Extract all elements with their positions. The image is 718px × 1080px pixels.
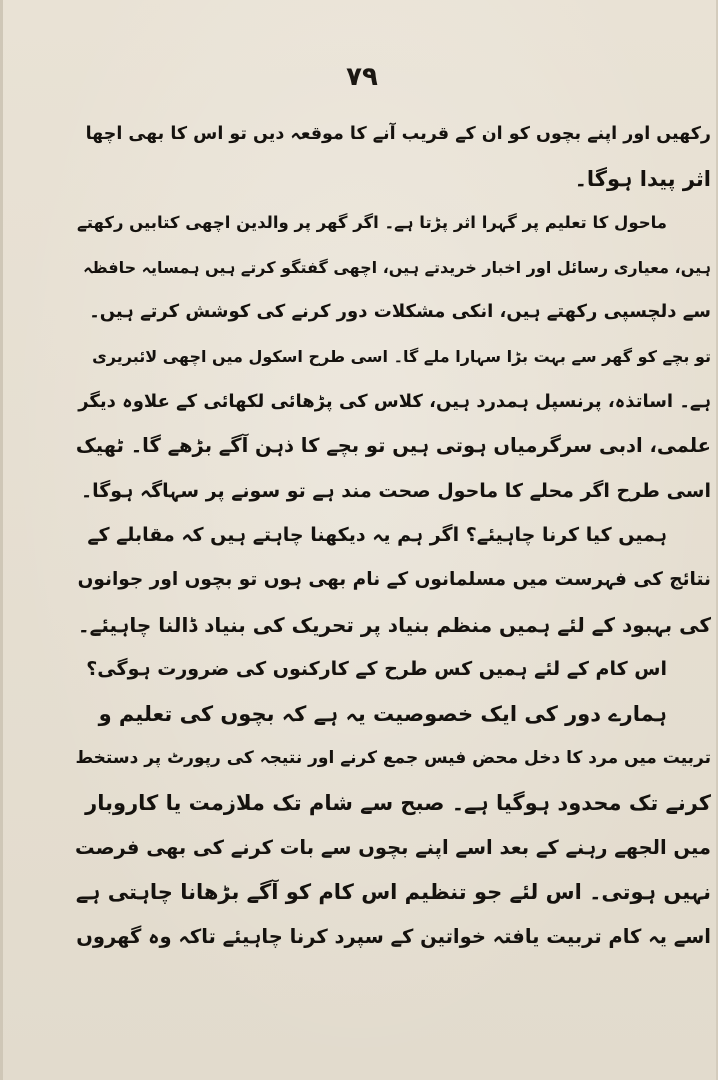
text-line: میں الجھے رہنے کے بعد اسے اپنے بچوں سے بات کرنے کی بھی فرصت (75, 835, 711, 859)
text-line: ماحول کا تعلیم پر گہرا اثر پڑتا ہے۔ اگر گھر پر والدین اچھی کتابیں رکھتے (77, 213, 667, 233)
text-line: ہمارے دور کی ایک خصوصیت یہ ہے کہ بچوں کی تعلیم و (98, 701, 667, 726)
text-line: تربیت میں مرد کا دخل محض فیس جمع کرنے اور نتیجہ کی رپورٹ پر دستخط (75, 748, 711, 769)
text-line: کرنے تک محدود ہوگیا ہے۔ صبح سے شام تک ملازمت یا کاروبار (85, 790, 711, 815)
text-line: کی بہبود کے لئے ہمیں منظم بنیاد پر تحریک کی بنیاد ڈالنا چاہیئے۔ (77, 612, 711, 637)
text-line: رکھیں اور اپنے بچوں کو ان کے قریب آنے کا موقعہ دیں تو اس کا بھی اچھا (85, 124, 711, 144)
text-line: نہیں ہوتی۔ اس لئے جو تنظیم اس کام کو آگے بڑھانا چاہتی ہے (75, 880, 711, 905)
text-line: ہیں، معیاری رسائل اور اخبار خریدتے ہیں، اچھی گفتگو کرتے ہیں ہمسایہ حافظہ (83, 257, 711, 277)
text-line: علمی، ادبی سرگرمیاں ہوتی ہیں تو بچے کا ذہن آگے بڑھے گا۔ ٹھیک (75, 434, 711, 458)
text-line: تو بچے کو گھر سے بہت بڑا سہارا ملے گا۔ اسی طرح اسکول میں اچھی لائبریری (92, 346, 711, 366)
text-line: اسی طرح اگر محلے کا ماحول صحت مند ہے تو سونے پر سہاگہ ہوگا۔ (80, 479, 711, 502)
text-line: اس کام کے لئے ہمیں کس طرح کے کارکنوں کی ضرورت ہوگی؟ (86, 658, 667, 681)
page-body-text (75, 112, 711, 959)
page-number: ۷۹ (346, 62, 378, 92)
text-line: ہے۔ اساتذہ، پرنسپل ہمدرد ہیں، کلاس کی پڑھائی لکھائی کے علاوہ دیگر (78, 390, 711, 412)
text-line: اثر پیدا ہوگا۔ (574, 166, 711, 191)
text-line: نتائج کی فہرست میں مسلمانوں کے نام بھی ہوں تو بچوں اور جوانوں (77, 568, 711, 590)
text-line: ہمیں کیا کرنا چاہیئے؟ اگر ہم یہ دیکھنا چاہتے ہیں کہ مقابلے کے (87, 524, 667, 547)
text-line: اسے یہ کام تربیت یافتہ خواتین کے سپرد کرنا چاہیئے تاکہ وہ گھروں (76, 924, 711, 948)
text-line: سے دلچسپی رکھتے ہیں، انکی مشکلات دور کرنے کی کوشش کرتے ہیں۔ (89, 301, 711, 323)
